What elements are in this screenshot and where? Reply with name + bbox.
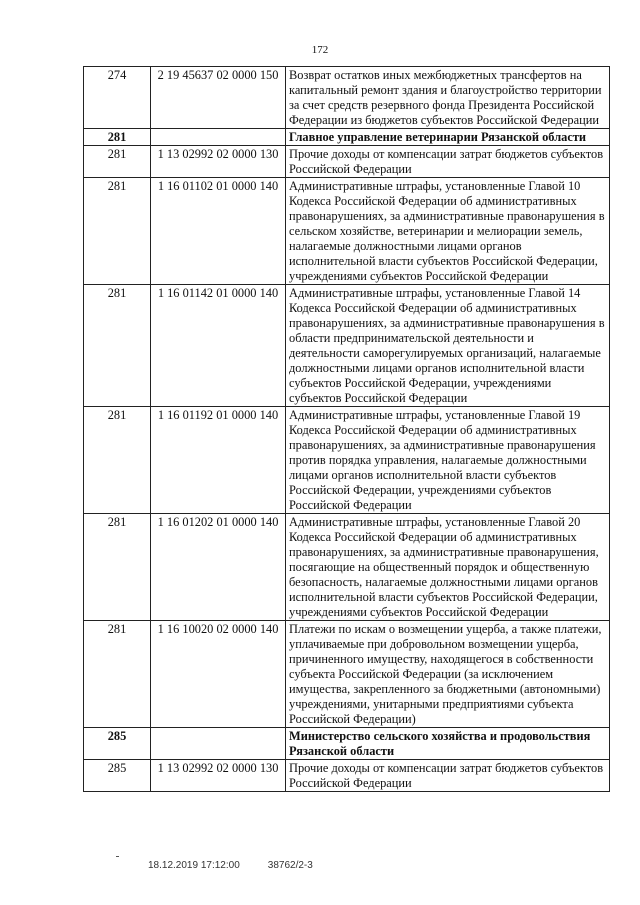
admin-code-cell: 281: [84, 285, 151, 407]
budget-code-cell: 2 19 45637 02 0000 150: [151, 67, 286, 129]
budget-code-cell: 1 16 10020 02 0000 140: [151, 621, 286, 728]
table-row: [84, 67, 610, 129]
section-title-cell: Главное управление ветеринарии Рязанской области: [286, 129, 610, 146]
revenue-codes-table: [83, 66, 610, 792]
budget-code-cell: 1 16 01102 01 0000 140: [151, 178, 286, 285]
page-number: 172: [311, 44, 329, 56]
footer-timestamp: 18.12.2019 17:12:00: [148, 860, 240, 871]
budget-code-cell: 1 13 02992 02 0000 130: [151, 760, 286, 792]
description-cell: Прочие доходы от компенсации затрат бюджетов субъектов Российской Федерации: [286, 760, 610, 792]
table-row: [84, 514, 610, 621]
admin-code-cell: 281: [84, 621, 151, 728]
table-row: [84, 621, 610, 728]
margin-mark: [116, 856, 119, 857]
admin-code-cell: 281: [84, 407, 151, 514]
table-row: [84, 178, 610, 285]
description-cell: Административные штрафы, установленные Главой 20 Кодекса Российской Федерации об административных правонарушениях, за административные правонарушения, посягающие на общественный порядок и общественную безопасность, налагаемые должностными лицами органов исполнительной власти субъектов Российской Федерации, учреждениями субъектов Российской Федерации: [286, 514, 610, 621]
budget-code-cell: 1 16 01192 01 0000 140: [151, 407, 286, 514]
budget-code-cell: 1 13 02992 02 0000 130: [151, 146, 286, 178]
description-cell: Прочие доходы от компенсации затрат бюджетов субъектов Российской Федерации: [286, 146, 610, 178]
table-row: [84, 285, 610, 407]
admin-code-cell: 281: [84, 129, 151, 146]
budget-code-cell: [151, 728, 286, 760]
budget-code-cell: 1 16 01142 01 0000 140: [151, 285, 286, 407]
table-row: [84, 407, 610, 514]
admin-code-cell: 285: [84, 728, 151, 760]
section-title-cell: Министерство сельского хозяйства и продовольствия Рязанской области: [286, 728, 610, 760]
section-header-row: [84, 728, 610, 760]
admin-code-cell: 274: [84, 67, 151, 129]
description-cell: Административные штрафы, установленные Главой 10 Кодекса Российской Федерации об административных правонарушениях, за административные правонарушения в сельском хозяйстве, ветеринарии и мелиорации земель, налагаемые должностными лицами органов исполнительной власти субъектов Российской Федерации, учреждениями субъектов Российской Федерации: [286, 178, 610, 285]
description-cell: Возврат остатков иных межбюджетных трансфертов на капитальный ремонт здания и благоустройство территории за счет средств резервного фонда Президента Российской Федерации из бюджетов субъектов Российской Федерации: [286, 67, 610, 129]
section-header-row: [84, 129, 610, 146]
description-cell: Административные штрафы, установленные Главой 19 Кодекса Российской Федерации об административных правонарушениях, за административные правонарушения против порядка управления, налагаемые должностными лицами органов исполнительной власти субъектов Российской Федерации, учреждениями субъектов Российской Федерации: [286, 407, 610, 514]
admin-code-cell: 285: [84, 760, 151, 792]
admin-code-cell: 281: [84, 178, 151, 285]
budget-code-cell: 1 16 01202 01 0000 140: [151, 514, 286, 621]
budget-code-cell: [151, 129, 286, 146]
table-row: [84, 760, 610, 792]
description-cell: Административные штрафы, установленные Главой 14 Кодекса Российской Федерации об административных правонарушениях, за административные правонарушения в области предпринимательской деятельности и деятельности саморегулируемых организаций, налагаемые должностными лицами органов исполнительной власти субъектов Российской Федерации, учреждениями субъектов Российской Федерации: [286, 285, 610, 407]
footer-doc-id: 38762/2-3: [267, 860, 313, 871]
footer-stamp: [148, 860, 341, 871]
admin-code-cell: 281: [84, 514, 151, 621]
table-body: [84, 67, 610, 792]
admin-code-cell: 281: [84, 146, 151, 178]
description-cell: Платежи по искам о возмещении ущерба, а также платежи, уплачиваемые при добровольном возмещении ущерба, причиненного имуществу, находящегося в собственности субъекта Российской Федерации (за исключением имущества, закрепленного за бюджетными (автономными) учреждениями, унитарными предприятиями субъекта Российской Федерации): [286, 621, 610, 728]
table-row: [84, 146, 610, 178]
